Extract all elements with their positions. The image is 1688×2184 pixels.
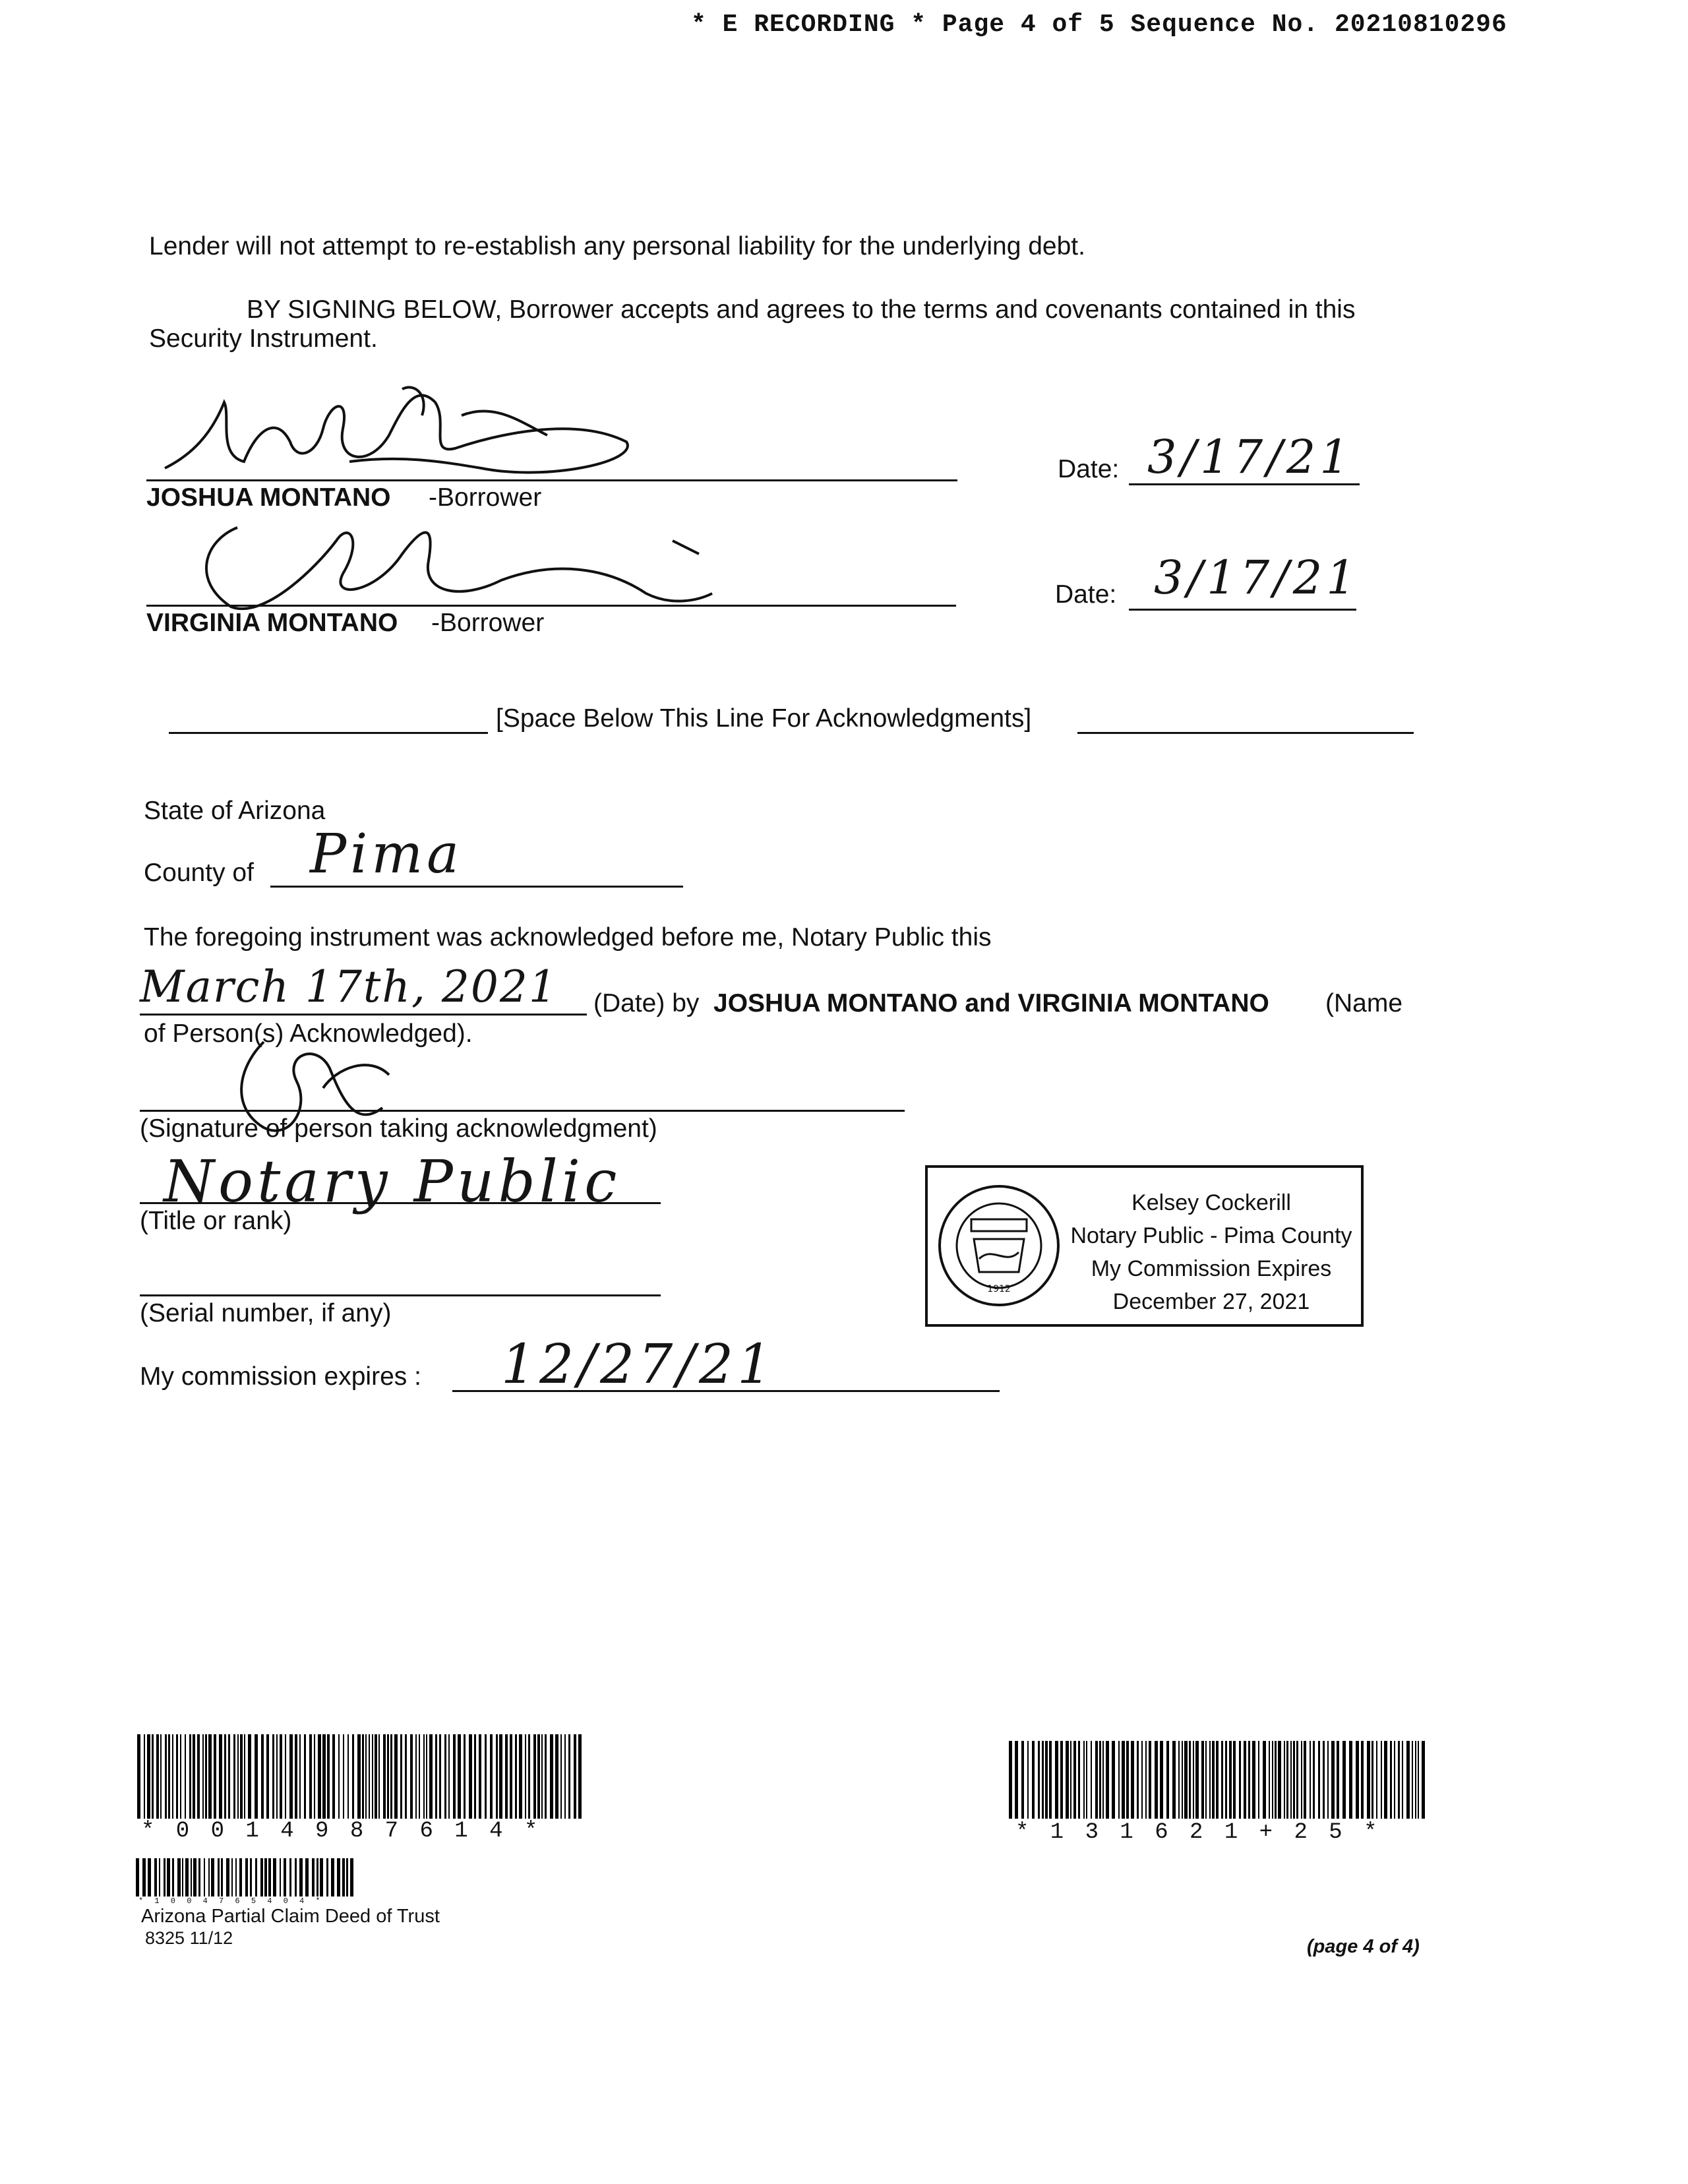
- commission-line: [452, 1390, 1000, 1392]
- date-by-prefix: (Date) by: [593, 989, 700, 1017]
- barcode-left-caption: * 0 0 1 4 9 8 7 6 1 4 *: [141, 1819, 542, 1844]
- borrower-1-date-line: [1129, 483, 1360, 485]
- recording-header: * E RECORDING * Page 4 of 5 Sequence No. 20210810296: [691, 11, 1507, 39]
- svg-text:1912: 1912: [987, 1284, 1011, 1294]
- borrower-2-signature-line: [146, 605, 956, 607]
- stamp-line-4: December 27, 2021: [1112, 1289, 1310, 1314]
- borrower-2-role: -Borrower: [431, 609, 545, 637]
- lender-liability-text: Lender will not attempt to re-establish any personal liability for the underlying debt.: [149, 232, 1085, 260]
- form-title: Arizona Partial Claim Deed of Trust: [141, 1906, 440, 1927]
- stamp-line-3: My Commission Expires: [1091, 1256, 1332, 1281]
- ack-divider-text: [Space Below This Line For Acknowledgments]: [496, 704, 1032, 733]
- ack-date-value: March 17th, 2021: [140, 961, 558, 1012]
- county-line: [270, 886, 683, 888]
- borrower-2-date-line: [1129, 609, 1356, 611]
- serial-caption: (Serial number, if any): [140, 1299, 392, 1327]
- arizona-seal-icon: [933, 1180, 1065, 1312]
- acknowledged-persons: JOSHUA MONTANO and VIRGINIA MONTANO: [713, 989, 1269, 1017]
- borrower-1-date-value: 3/17/21: [1147, 430, 1353, 484]
- foregoing-line: The foregoing instrument was acknowledged before me, Notary Public this: [144, 923, 992, 952]
- ack-divider-right: [1077, 732, 1414, 734]
- borrower-1-date-label: Date:: [1058, 455, 1120, 483]
- signing-statement-line-1: BY SIGNING BELOW, Borrower accepts and agrees to the terms and covenants contained in this: [247, 295, 1356, 324]
- borrower-1-name: JOSHUA MONTANO: [146, 483, 391, 512]
- serial-line: [140, 1294, 661, 1296]
- notary-signature-line: [140, 1110, 905, 1112]
- commission-label: My commission expires :: [140, 1362, 421, 1391]
- barcode-right-caption: * 1 3 1 6 2 1 + 2 5 *: [1015, 1820, 1381, 1845]
- barcode-left: [137, 1734, 583, 1819]
- borrower-2-date-value: 3/17/21: [1154, 551, 1360, 605]
- persons-line-2: of Person(s) Acknowledged).: [144, 1019, 473, 1048]
- borrower-1-signature-line: [146, 479, 957, 481]
- title-line: [140, 1202, 661, 1204]
- stamp-line-2: Notary Public - Pima County: [1070, 1223, 1352, 1248]
- signing-statement-line-2: Security Instrument.: [149, 324, 378, 353]
- notary-stamp: [925, 1165, 1364, 1327]
- form-code: 8325 11/12: [145, 1928, 233, 1948]
- name-suffix: (Name: [1325, 989, 1403, 1017]
- barcode-small: [136, 1858, 356, 1896]
- stamp-line-1: Kelsey Cockerill: [1131, 1190, 1291, 1215]
- barcode-right: [1009, 1741, 1428, 1819]
- signature-caption: (Signature of person taking acknowledgment): [140, 1114, 657, 1143]
- page-label: (page 4 of 4): [1307, 1936, 1420, 1957]
- borrower-1-signature: [152, 376, 653, 495]
- county-value: Pima: [310, 823, 464, 886]
- borrower-2-date-label: Date:: [1055, 580, 1117, 609]
- borrower-1-role: -Borrower: [429, 483, 542, 512]
- state-line: State of Arizona: [144, 797, 326, 825]
- borrower-2-name: VIRGINIA MONTANO: [146, 609, 398, 637]
- borrower-2-signature: [185, 501, 778, 626]
- title-value: Notary Public: [164, 1147, 621, 1215]
- ack-divider-left: [169, 732, 488, 734]
- ack-date-line: [140, 1014, 587, 1016]
- barcode-small-caption: * 1 0 0 4 7 6 5 4 0 4 *: [138, 1896, 324, 1906]
- commission-value: 12/27/21: [501, 1333, 776, 1396]
- title-caption: (Title or rank): [140, 1207, 292, 1235]
- county-label: County of: [144, 859, 254, 887]
